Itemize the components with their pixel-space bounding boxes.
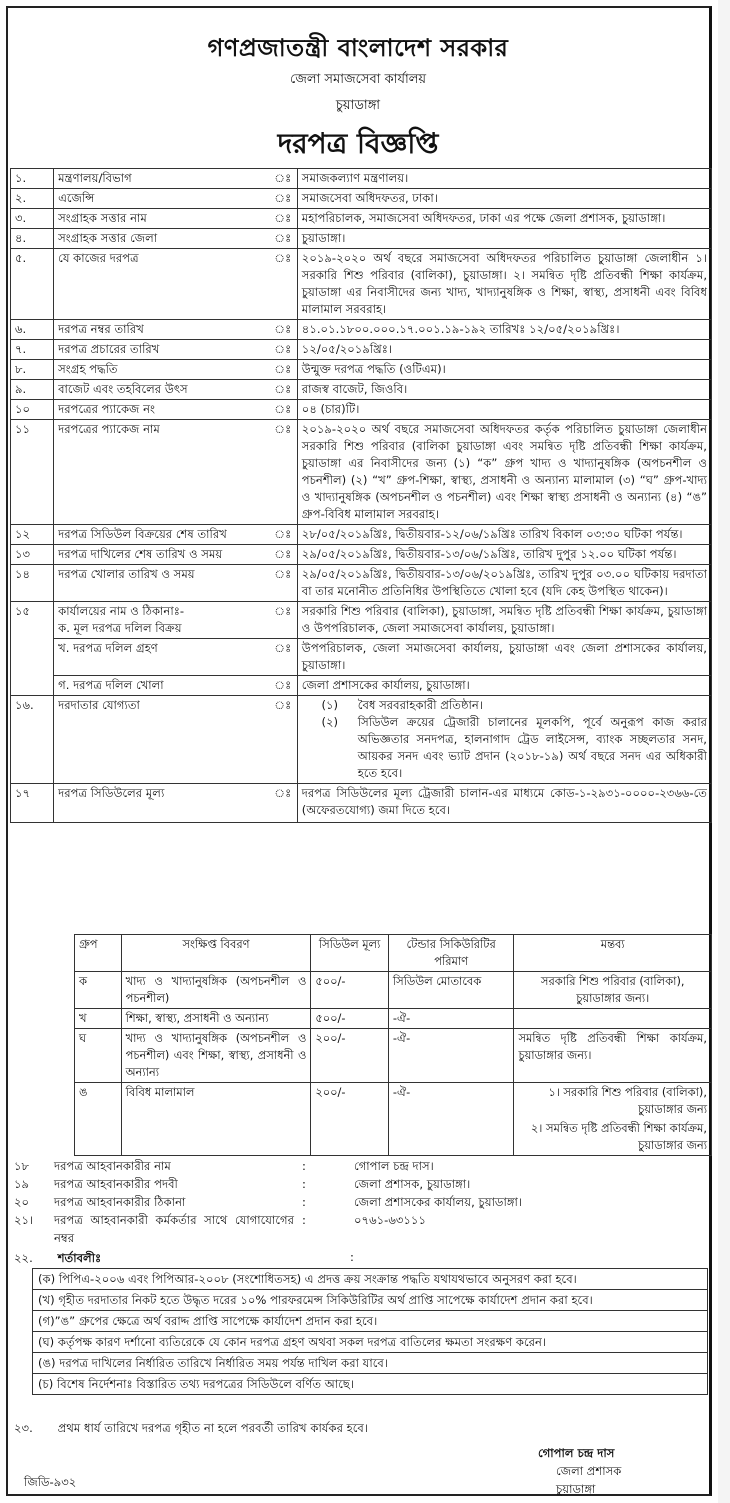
row-number: ২১। — [14, 1213, 34, 1227]
row-label: গ. দরপত্র দলিল খোলা — [54, 676, 269, 696]
tender-security: -ঐ- — [388, 1083, 514, 1156]
row-label: দরপত্র নম্বর তারিখ — [54, 320, 269, 340]
scan-edge — [718, 0, 730, 1503]
schedule-header-cell: টেন্ডার সিকিউরিটির পরিমাণ — [388, 935, 514, 972]
row-value: ২০১৯-২০২০ অর্থ বছরে সমাজসেবা অধিদফতর পরিচালিত চুয়াডাঙ্গা জেলাধীন ১। সরকারি শিশু পরিবার (বালিকা), চুয়াডাঙ্গা। ২। সমন্বিত দৃষ্টি প্রতিবন্ধী শিক্ষা কার্যক্রম, চুয়াডাঙ্গা এর নিবাসীদের জন্য খাদ্য, খাদ্যানুষঙ্গিক ও শিক্ষা, স্বাস্থ্য, প্রসাধনী এবং বিবিধ মালামাল সরবরাহ। — [297, 249, 711, 320]
separator: ঃ — [269, 249, 298, 320]
row-label — [54, 602, 269, 639]
tender-security: -ঐ- — [388, 1009, 514, 1029]
row-number: ১৩ — [11, 545, 54, 565]
row-label: এজেন্সি — [54, 189, 269, 209]
row-value: জেলা প্রশাসকের কার্যালয়, চুয়াডাঙ্গা। — [354, 1195, 523, 1209]
group-description: খাদ্য ও খাদ্যানুষঙ্গিক (অপচনশীল ও পচনশীল) — [121, 972, 311, 1009]
separator: ঃ — [269, 320, 298, 340]
row-label: দরপত্র সিডিউল বিক্রয়ের শেষ তারিখ — [54, 525, 269, 545]
government-heading: গণপ্রজাতন্ত্রী বাংলাদেশ সরকার — [207, 34, 509, 62]
tender-security: -ঐ- — [388, 1029, 514, 1083]
separator: ঃ — [269, 340, 298, 360]
separator: ঃ — [269, 209, 298, 229]
row-value: দরপত্র সিডিউলের মূল্য ট্রেজারী চালান-এর মাধ্যমে কোড-১-২৯৩১-০০০০-২৩৬৬-তে (অফেরতযোগ্য) জমা দিতে হবে। — [297, 784, 711, 823]
row-number: ১৫ — [11, 602, 54, 696]
separator: ঃ — [269, 400, 298, 420]
condition-text: (খ) গৃহীত দরদাতার নিকট হতে উদ্ধৃত দরের ১০% পারফরমেন্স সিকিউরিটির অর্থ প্রাপ্তি সাপেক্ষে কার্যাদেশ প্রদান করা হবে। — [33, 1290, 708, 1311]
qualification-item — [302, 714, 707, 782]
separator: ঃ — [269, 676, 298, 696]
condition-23 — [10, 1420, 712, 1439]
schedule-price-table — [74, 934, 712, 1156]
remark-text: সরকারি শিশু পরিবার (বালিকা), চুয়াডাঙ্গার জন্য। — [540, 974, 685, 1005]
condition-text: (ঙ) দরপত্র দাখিলের নির্ধারিত তারিখে নির্ধারিত সময় পর্যন্ত দাখিল করা যাবে। — [33, 1353, 708, 1374]
condition-row — [33, 1353, 708, 1374]
group-description: খাদ্য ও খাদ্যানুষঙ্গিক (অপচনশীল ও পচনশীল) এবং শিক্ষা, স্বাস্থ্য, প্রসাধনী ও অন্যান্য — [121, 1029, 311, 1083]
issuer-details — [10, 1157, 712, 1247]
separator: ঃ — [269, 380, 298, 400]
group-letter: ক — [75, 972, 122, 1009]
schedule-row — [75, 1029, 712, 1083]
row-number: ৩. — [11, 209, 54, 229]
separator: ঃ — [269, 525, 298, 545]
row-label: সংগ্রাহক সত্তার নাম — [54, 209, 269, 229]
row-label: দরপত্র দাখিলের শেষ তারিখ ও সময় — [54, 545, 269, 565]
row-number: ৫. — [11, 249, 54, 320]
item-text: বৈধ সরবরাহকারী প্রতিষ্ঠান। — [357, 698, 483, 712]
signatory-title: জেলা প্রশাসক — [556, 1464, 622, 1478]
row-number: ৭. — [11, 340, 54, 360]
row-number: ২৩. — [14, 1421, 33, 1435]
signatory-name: গোপাল চন্দ্র দাস — [538, 1446, 615, 1460]
schedule-price: ২০০/- — [311, 1029, 388, 1083]
row-label: দরপত্রের প্যাকেজ নং — [54, 400, 269, 420]
detail-row — [11, 525, 712, 545]
condition-23-text: প্রথম ধার্য তারিখে দরপত্র গৃহীত না হলে পরবর্তী তারিখ কার্যকর হবে। — [57, 1421, 369, 1435]
separator: ঃ — [269, 639, 298, 676]
separator: ঃ — [269, 169, 298, 189]
separator: ঃ — [269, 565, 298, 602]
separator: ঃ — [269, 189, 298, 209]
row-label: সংগ্রাহক সত্তার জেলা — [54, 229, 269, 249]
row-value: মহাপরিচালক, সমাজসেবা অধিদফতর, ঢাকা এর পক্ষে জেলা প্রশাসক, চুয়াডাঙ্গা। — [297, 209, 711, 229]
detail-row — [11, 340, 712, 360]
detail-row — [11, 420, 712, 525]
row-value: ১২/০৫/২০১৯খ্রিঃ। — [297, 340, 711, 360]
condition-row — [33, 1332, 708, 1353]
row-number: ৪. — [11, 229, 54, 249]
group-description: শিক্ষা, স্বাস্থ্য, প্রসাধনী ও অন্যান্য — [121, 1009, 311, 1029]
remark-line: ২। সমন্বিত দৃষ্টি প্রতিবন্ধী শিক্ষা কার্যক্রম, চুয়াডাঙ্গার জন্য — [530, 1121, 707, 1152]
tender-security: সিডিউল মোতাবেক — [388, 972, 514, 1009]
colon: : — [302, 1195, 306, 1209]
group-description: বিবিধ মালামাল — [121, 1083, 311, 1156]
row-value: ২৯/০৫/২০১৯খ্রিঃ, দ্বিতীয়বার-১৩/০৬/২০১৯খ্রিঃ, তারিখ দুপুর ০৩.০০ ঘটিকায় দরদাতা বা তার মনোনীত প্রতিনিধির উপস্থিতিতে খোলা হবে (যদি কেহ উপস্থিত থাকেন)। — [297, 565, 711, 602]
row-label: দরপত্র আহবানকারী কর্মকর্তার সাথে যোগাযোগের নম্বর — [54, 1213, 294, 1245]
row-value: গোপাল চন্দ্র দাস। — [354, 1159, 434, 1173]
schedule-row — [75, 1083, 712, 1156]
row-number: ২০ — [14, 1195, 30, 1209]
row-value: ২০১৯-২০২০ অর্থ বছরে সমাজসেবা অধিদফতর কর্তৃক পরিচালিত চুয়াডাঙ্গা জেলাধীন সরকারি শিশু পরিবার (বালিকা চুয়াডাঙ্গা এবং সমন্বিত দৃষ্টি প্রতিবন্ধী শিক্ষা কার্যক্রম, চুয়াডাঙ্গা এর নিবাসীদের জন্য (১) “ক” গ্রুপ খাদ্য ও খাদ্যানুষঙ্গিক (অপচনশীল ও পচনশীল) (২) “খ” গ্রুপ-শিক্ষা, স্বাস্থ্য, প্রসাধনী ও অন্যান্য মালামাল (৩) “ঘ” গ্রুপ-খাদ্য ও খাদ্যানুষঙ্গিক (অপচনশীল ও পচনশীল) এবং শিক্ষা স্বাস্থ্য প্রসাধনী ও অন্যান্য (৪) “ঙ” গ্রুপ-বিবিধ মালামাল সরবরাহ। — [297, 420, 711, 525]
office-name: জেলা সমাজসেবা কার্যালয় — [289, 72, 427, 87]
detail-row — [11, 565, 712, 602]
item-text: সিডিউল ক্রয়ের ট্রেজারী চালানের মূলকপি, পূর্বে অনুরূপ কাজ করার অভিজ্ঞতার সনদপত্র, হালনাগাদ ট্রেড লাইসেন্স, ব্যাংক সচ্ছলতার সনদ, আয়কর সনদ এবং ভ্যাট প্রদান (২০১৮-১৯) অর্থ বছরে সনদ এর অধিকারী হতে হবে। — [357, 715, 707, 780]
item-number: (২) — [321, 715, 339, 729]
row-number: ১৪ — [11, 565, 54, 602]
row-number: ১৬. — [11, 696, 54, 784]
qualification-item — [302, 697, 707, 714]
row-label: দরপত্রের প্যাকেজ নাম — [54, 420, 269, 525]
group-letter: ঙ — [75, 1083, 122, 1156]
condition-text: (চ) বিশেষ নির্দেশনাঃ বিস্তারিত তথ্য দরপত্রের সিডিউলে বর্ণিত আছে। — [33, 1374, 708, 1395]
condition-row — [33, 1269, 708, 1290]
row-label: দরপত্র আহবানকারীর ঠিকানা — [54, 1195, 186, 1209]
detail-row — [11, 320, 712, 340]
district-name: চুয়াডাঙ্গা — [335, 98, 381, 113]
remark-text: সমন্বিত দৃষ্টি প্রতিবন্ধী শিক্ষা কার্যক্রম, চুয়াডাঙ্গার জন্য। — [518, 1031, 707, 1062]
separator: ঃ — [269, 602, 298, 639]
remark-cell — [514, 1083, 712, 1156]
detail-row — [11, 380, 712, 400]
detail-row — [11, 229, 712, 249]
colon: : — [350, 1250, 354, 1264]
row-label: যে কাজের দরপত্র — [54, 249, 269, 320]
schedule-header-cell: মন্তব্য — [514, 935, 712, 972]
gd-code: জিডি-৯৩২ — [24, 1475, 77, 1489]
tender-notice-page — [6, 6, 712, 1496]
detail-row-16 — [11, 696, 712, 784]
condition-row — [33, 1374, 708, 1395]
remark-cell — [514, 1029, 712, 1083]
condition-row — [33, 1311, 708, 1332]
colon: : — [302, 1177, 306, 1191]
condition-text: (গ)”ঙ” গ্রুপের ক্ষেত্রে অর্থ বরাদ্দ প্রাপ্তি সাপেক্ষে কার্যাদেশ প্রদান করা হবে। — [33, 1311, 708, 1332]
group-letter: খ — [75, 1009, 122, 1029]
schedule-header-cell: গ্রুপ — [75, 935, 122, 972]
detail-row — [11, 209, 712, 229]
row-value: সরকারি শিশু পরিবার (বালিকা), চুয়াডাঙ্গা, সমন্বিত দৃষ্টি প্রতিবন্ধী শিক্ষা কার্যক্রম, চুয়াডাঙ্গা ও উপপরিচালক, জেলা সমাজসেবা কার্যালয়, চুয়াডাঙ্গা। — [297, 602, 711, 639]
row-value: উন্মুক্ত দরপত্র পদ্ধতি (ওটিএম)। — [297, 360, 711, 380]
row-label: দরপত্র আহবানকারীর নাম — [54, 1159, 171, 1173]
colon: : — [302, 1213, 306, 1227]
row-value: জেলা প্রশাসক, চুয়াডাঙ্গা। — [354, 1177, 471, 1191]
issuer-row — [10, 1157, 712, 1175]
remark-cell — [514, 1009, 712, 1029]
row-label: দরপত্র সিডিউলের মূল্য — [54, 784, 269, 823]
schedule-price: ৫০০/- — [311, 972, 388, 1009]
row-number: ২২. — [14, 1251, 33, 1265]
schedule-header-cell: সংক্ষিপ্ত বিবরণ — [121, 935, 311, 972]
issuer-row — [10, 1193, 712, 1211]
separator: ঃ — [269, 420, 298, 525]
separator: ঃ — [269, 545, 298, 565]
schedule-price: ৫০০/- — [311, 1009, 388, 1029]
row-value: রাজস্ব বাজেট, জিওবি। — [297, 380, 711, 400]
detail-row — [11, 169, 712, 189]
detail-row — [11, 360, 712, 380]
row-label: দরপত্র খোলার তারিখ ও সময় — [54, 565, 269, 602]
row-number: ১৮ — [14, 1159, 30, 1173]
row-number: ৬. — [11, 320, 54, 340]
remark-cell — [514, 972, 712, 1009]
schedule-header-cell: সিডিউল মূল্য — [311, 935, 388, 972]
row-label: খ. দরপত্র দলিল গ্রহণ — [54, 639, 269, 676]
issuer-row — [10, 1211, 712, 1247]
schedule-price: ২০০/- — [311, 1083, 388, 1156]
conditions-heading-row — [10, 1250, 712, 1269]
separator: ঃ — [269, 229, 298, 249]
separator: ঃ — [269, 360, 298, 380]
row15-heading: কার্যালয়ের নাম ও ঠিকানাঃ- — [58, 604, 185, 618]
row-label: দরপত্র আহবানকারীর পদবী — [54, 1177, 178, 1191]
row-label: দরপত্র প্রচারের তারিখ — [54, 340, 269, 360]
detail-row — [11, 545, 712, 565]
row-value: চুয়াডাঙ্গা। — [297, 229, 711, 249]
row-value: ০৭৬১-৬৩১১১ — [354, 1213, 426, 1227]
row-label: বাজেট এবং তহবিলের উৎস — [54, 380, 269, 400]
row-value: জেলা প্রশাসকের কার্যালয়, চুয়াডাঙ্গা। — [297, 676, 711, 696]
group-letter: ঘ — [75, 1029, 122, 1083]
schedule-row — [75, 972, 712, 1009]
row-number: ২. — [11, 189, 54, 209]
row-number: ১০ — [11, 400, 54, 420]
detail-row-15a — [11, 602, 712, 639]
signature-block — [538, 1444, 698, 1498]
condition-text: (ক) পিপিএ-২০০৬ এবং পিপিআর-২০০৮ (সংশোধিতসহ) এ প্রদত্ত ক্রয় সংক্রান্ত পদ্ধতি যথাযথভাবে অনুসরণ করা হবে। — [33, 1269, 708, 1290]
row-number: ৯. — [11, 380, 54, 400]
row15-a-label: ক. মূল দরপত্র দলিল বিক্রয় — [58, 621, 182, 635]
separator: ঃ — [269, 696, 298, 784]
detail-row — [11, 189, 712, 209]
condition-row — [33, 1290, 708, 1311]
detail-row-15b — [11, 639, 712, 676]
remark-line: ১। সরকারি শিশু পরিবার (বালিকা), চুয়াডাঙ্গার জন্য — [548, 1085, 707, 1116]
row-number: ১২ — [11, 525, 54, 545]
colon: : — [302, 1159, 306, 1173]
row-value: সমাজসেবা অধিদফতর, ঢাকা। — [297, 189, 711, 209]
tender-details-table — [10, 168, 712, 823]
row-label: সংগ্রহ পদ্ধতি — [54, 360, 269, 380]
row-value: ২৯/০৫/২০১৯খ্রিঃ, দ্বিতীয়বার-১৩/০৬/১৯খ্রিঃ, তারিখ দুপুর ১২.০০ ঘটিকা পর্যন্ত। — [297, 545, 711, 565]
row-value: ২৮/০৫/২০১৯খ্রিঃ, দ্বিতীয়বার-১২/০৬/১৯খ্রিঃ তারিখ বিকাল ০৩:৩০ ঘটিকা পর্যন্ত। — [297, 525, 711, 545]
row-value: সমাজকল্যাণ মন্ত্রণালয়। — [297, 169, 711, 189]
detail-row-15c — [11, 676, 712, 696]
schedule-row — [75, 1009, 712, 1029]
issuer-row — [10, 1175, 712, 1193]
detail-row — [11, 249, 712, 320]
row-value: ০৪ (চার)টি। — [297, 400, 711, 420]
notice-title: দরপত্র বিজ্ঞপ্তি — [277, 127, 439, 160]
signatory-place: চুয়াডাঙ্গা — [556, 1482, 596, 1496]
condition-text: (ঘ) কর্তৃপক্ষ কারণ দর্শানো ব্যতিরেকে যে কোন দরপত্র গ্রহণ অথবা সকল দরপত্র বাতিলের ক্ষমতা সংরক্ষণ করেন। — [33, 1332, 708, 1353]
qualification-list — [297, 696, 711, 784]
row-value: উপপরিচালক, জেলা সমাজসেবা কার্যালয়, চুয়াডাঙ্গা এবং জেলা প্রশাসকের কার্যালয়, চুয়াডাঙ্গা। — [297, 639, 711, 676]
separator: ঃ — [269, 784, 298, 823]
row-label: দরদাতার যোগ্যতা — [54, 696, 269, 784]
row-label: মন্ত্রণালয়/বিভাগ — [54, 169, 269, 189]
row-number: ১. — [11, 169, 54, 189]
row-value: ৪১.০১.১৮০০.০০০.১৭.০০১.১৯-১৯২ তারিখঃ ১২/০৫/২০১৯খ্রিঃ। — [297, 320, 711, 340]
conditions-heading: শর্তাবলীঃ — [57, 1251, 102, 1265]
row-number: ১৯ — [14, 1177, 30, 1191]
schedule-header-row — [75, 935, 712, 972]
detail-row-17 — [11, 784, 712, 823]
row-number: ১১ — [11, 420, 54, 525]
detail-row — [11, 400, 712, 420]
item-number: (১) — [321, 698, 339, 712]
row-number: ৮. — [11, 360, 54, 380]
row-number: ১৭ — [11, 784, 54, 823]
conditions-table — [32, 1268, 708, 1395]
